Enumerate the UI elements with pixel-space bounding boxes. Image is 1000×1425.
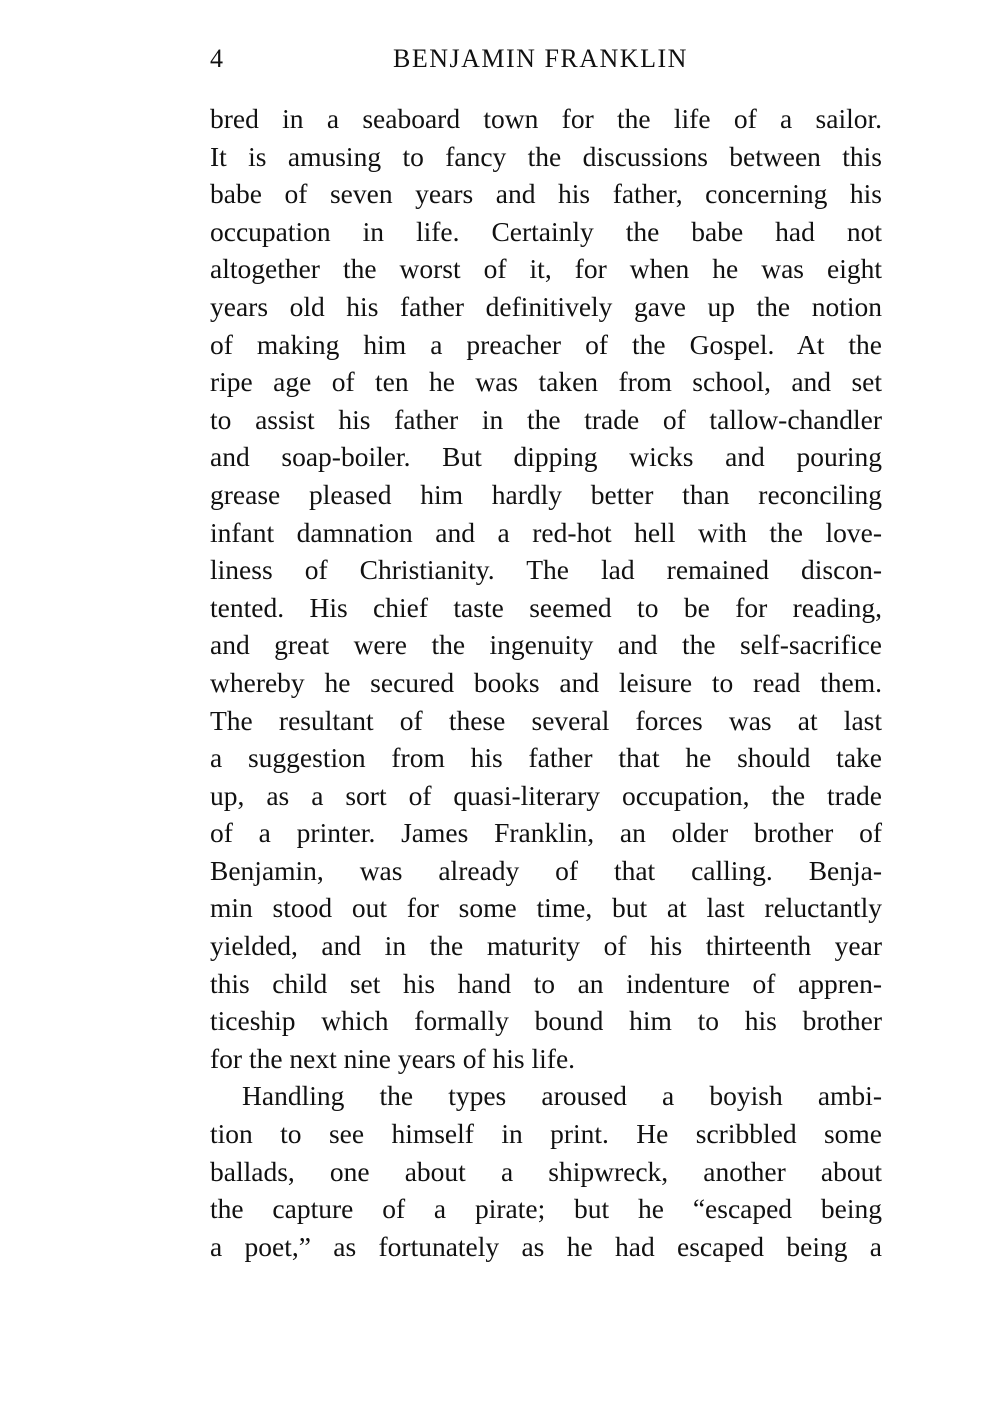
text-line: ripe age of ten he was taken from school, and set [210,366,882,398]
text-line: It is amusing to fancy the discussions between this [210,140,882,172]
text-line: min stood out for some time, but at last reluctantly [210,892,882,924]
text-line: ballads, one about a shipwreck, another about [210,1155,882,1187]
running-title: BENJAMIN FRANKLIN [393,44,688,73]
text-line: and soap-boiler. But dipping wicks and pouring [210,441,882,473]
text-line: this child set his hand to an indenture of appren- [210,967,882,999]
text-line: tented. His chief taste seemed to be for reading, [210,591,882,623]
running-header [210,44,882,84]
text-line: years old his father definitively gave up the notion [210,290,882,322]
paragraph-1 [210,100,882,1077]
text-line: babe of seven years and his father, concerning his [210,178,882,210]
text-line: infant damnation and a red-hot hell with the love- [210,516,882,548]
text-line: Handling the types aroused a boyish ambi- [242,1080,882,1112]
text-line: for the next nine years of his life. [210,1042,576,1074]
text-line: whereby he secured books and leisure to read them. [210,666,882,698]
text-line: grease pleased him hardly better than reconciling [210,478,882,510]
text-line: of making him a preacher of the Gospel. At the [210,328,882,360]
text-line: The resultant of these several forces was at last [210,704,882,736]
text-line: yielded, and in the maturity of his thirteenth year [210,930,882,962]
text-line: of a printer. James Franklin, an older brother of [210,817,882,849]
text-line: ticeship which formally bound him to his brother [210,1005,882,1037]
text-line: a poet,” as fortunately as he had escaped being a [210,1230,882,1262]
text-line: the capture of a pirate; but he “escaped being [210,1193,882,1225]
text-line: tion to see himself in print. He scribbled some [210,1118,882,1150]
text-line: up, as a sort of quasi-literary occupation, the trade [210,779,882,811]
text-line: a suggestion from his father that he should take [210,742,882,774]
text-line: to assist his father in the trade of tallow-chandler [210,403,882,435]
page-number: 4 [210,44,224,73]
body-text [210,100,882,1265]
text-line: liness of Christianity. The lad remained discon- [210,554,882,586]
text-line: altogether the worst of it, for when he was eight [210,253,882,285]
paragraph-2 [210,1077,882,1265]
text-line: occupation in life. Certainly the babe had not [210,215,882,247]
text-line: Benjamin, was already of that calling. Benja- [210,854,882,886]
text-line: and great were the ingenuity and the self-sacrifice [210,629,882,661]
text-line: bred in a seaboard town for the life of a sailor. [210,103,882,134]
